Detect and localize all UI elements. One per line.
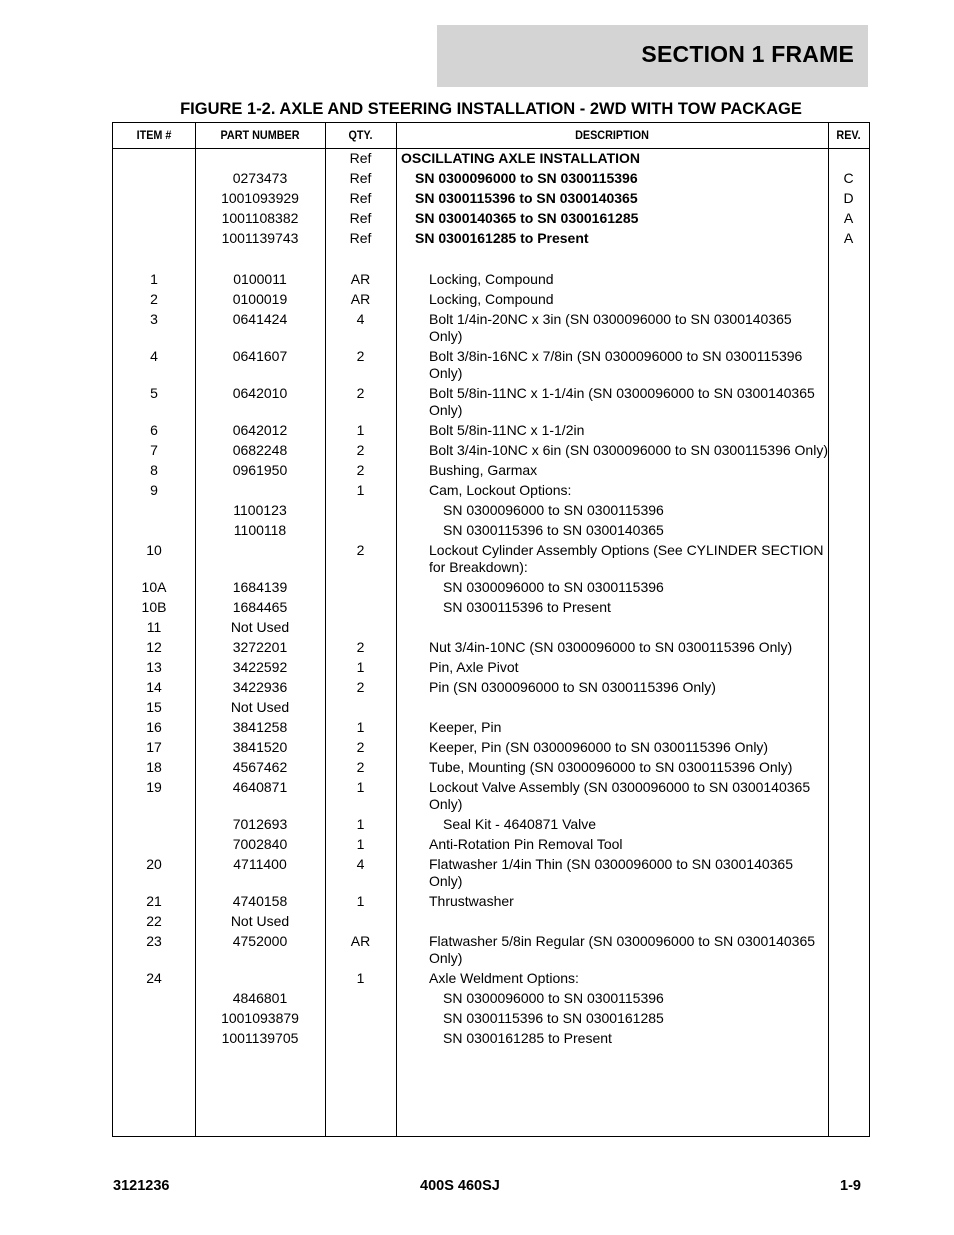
description-cell: Axle Weldment Options:: [429, 970, 579, 986]
description-cell: SN 0300115396 to SN 0300140365: [443, 522, 664, 538]
item-number-cell: [113, 990, 195, 1007]
description-cell: Tube, Mounting (SN 0300096000 to SN 0300115396 Only): [429, 759, 793, 775]
description-cell: Flatwasher 1/4in Thin (SN 0300096000 to SN 0300140365 Only): [429, 856, 793, 889]
revision-cell: [828, 291, 869, 308]
part-number-cell: 4711400: [233, 856, 287, 872]
part-number-cell: 3422936: [232, 679, 288, 695]
item-number-cell: 20: [146, 856, 162, 872]
part-number-cell: 1100123: [233, 502, 287, 518]
part-number-cell: 4567462: [232, 759, 288, 775]
quantity-cell: 4: [356, 856, 365, 872]
quantity-cell: [325, 502, 396, 519]
item-number-cell: 23: [146, 933, 162, 949]
quantity-cell: 1: [356, 659, 365, 675]
table-row: [113, 291, 869, 308]
description-cell: Bushing, Garmax: [429, 462, 538, 478]
description-cell: Lockout Valve Assembly (SN 0300096000 to SN 0300140365 Only): [429, 779, 811, 812]
quantity-cell: [325, 619, 396, 636]
item-number-cell: 10: [146, 542, 162, 558]
table-row: [113, 210, 869, 227]
revision-cell: [828, 719, 869, 736]
quantity-cell: 1: [356, 482, 365, 498]
part-number-cell: 0273473: [232, 170, 288, 186]
description-cell: SN 0300096000 to SN 0300115396: [443, 579, 664, 595]
revision-cell: [828, 659, 869, 676]
quantity-cell: AR: [350, 933, 371, 949]
revision-cell: [828, 522, 869, 539]
table-row: [113, 1030, 869, 1047]
item-number-cell: [113, 1010, 195, 1027]
description-cell: SN 0300096000 to SN 0300115396: [415, 170, 638, 186]
footer-model: 400S 460SJ: [420, 1178, 500, 1194]
description-cell: Seal Kit - 4640871 Valve: [443, 816, 597, 832]
quantity-cell: 1: [356, 836, 365, 852]
item-number-cell: 6: [150, 422, 158, 438]
table-row: [113, 170, 869, 187]
revision-cell: A: [843, 230, 854, 246]
item-number-cell: 22: [146, 913, 162, 929]
quantity-cell: Ref: [349, 230, 372, 246]
part-number-cell: 1001108382: [221, 210, 299, 226]
table-row: [113, 348, 869, 382]
item-number-cell: 1: [150, 271, 158, 287]
part-number-cell: 1684139: [232, 579, 288, 595]
quantity-cell: Ref: [349, 210, 372, 226]
quantity-cell: 2: [356, 639, 365, 655]
description-cell: Bolt 1/4in-20NC x 3in (SN 0300096000 to SN 0300140365 Only): [429, 311, 792, 344]
description-cell: Anti-Rotation Pin Removal Tool: [429, 836, 623, 852]
description-cell: OSCILLATING AXLE INSTALLATION: [401, 150, 641, 166]
part-number-cell: 0100019: [232, 291, 288, 307]
item-number-cell: 12: [146, 639, 162, 655]
part-number-cell: 0641607: [232, 348, 288, 364]
part-number-cell: 0642012: [232, 422, 288, 438]
revision-cell: [828, 836, 869, 853]
revision-cell: [828, 422, 869, 439]
description-cell: Cam, Lockout Options:: [429, 482, 572, 498]
part-number-cell: Not Used: [230, 619, 290, 635]
revision-cell: [828, 679, 869, 696]
description-cell: Lockout Cylinder Assembly Options (See CYLINDER SECTION for Breakdown):: [429, 542, 824, 575]
quantity-cell: 1: [356, 719, 365, 735]
part-number-cell: 1001093879: [221, 1010, 299, 1026]
revision-cell: [828, 933, 869, 967]
quantity-cell: [325, 1010, 396, 1027]
table-row: [113, 659, 869, 676]
item-number-cell: [113, 170, 195, 187]
table-row: [113, 970, 869, 987]
header-part-number: PART NUMBER: [220, 128, 300, 142]
quantity-cell: 1: [356, 893, 365, 909]
part-number-cell: 1001139743: [221, 230, 299, 246]
part-number-cell: 0682248: [232, 442, 288, 458]
part-number-cell: 7012693: [232, 816, 288, 832]
revision-cell: [828, 348, 869, 382]
revision-cell: [828, 579, 869, 596]
quantity-cell: [325, 1030, 396, 1047]
quantity-cell: 2: [356, 759, 365, 775]
quantity-cell: 2: [356, 348, 365, 364]
part-number-cell: 4640871: [232, 779, 288, 795]
quantity-cell: Ref: [349, 190, 372, 206]
revision-cell: [828, 816, 869, 833]
revision-cell: [828, 502, 869, 519]
item-number-cell: [113, 210, 195, 227]
section-title: SECTION 1 FRAME: [641, 41, 854, 67]
table-row: [113, 311, 869, 345]
part-number-cell: 4752000: [232, 933, 288, 949]
description-cell: SN 0300161285 to Present: [415, 230, 589, 246]
item-number-cell: 10B: [141, 599, 167, 615]
item-number-cell: 8: [150, 462, 158, 478]
revision-cell: C: [843, 170, 854, 186]
item-number-cell: [113, 502, 195, 519]
header-divider: [113, 148, 869, 149]
quantity-cell: 1: [356, 970, 365, 986]
description-cell: Bolt 3/8in-16NC x 7/8in (SN 0300096000 to SN 0300115396 Only): [429, 348, 803, 381]
part-number-cell: 3841520: [232, 739, 288, 755]
quantity-cell: 2: [356, 442, 365, 458]
part-number-cell: [195, 970, 325, 987]
description-cell: [396, 699, 828, 716]
quantity-cell: AR: [350, 291, 371, 307]
quantity-cell: [325, 699, 396, 716]
revision-cell: [828, 913, 869, 930]
quantity-cell: [325, 599, 396, 616]
footer-doc-number: 3121236: [113, 1178, 170, 1194]
table-row: [113, 856, 869, 890]
item-number-cell: [113, 230, 195, 247]
revision-cell: [828, 990, 869, 1007]
revision-cell: [828, 462, 869, 479]
part-number-cell: Not Used: [230, 913, 290, 929]
table-row: [113, 542, 869, 576]
table-row: [113, 816, 869, 833]
description-cell: Keeper, Pin: [429, 719, 502, 735]
footer-page-number: 1-9: [840, 1178, 861, 1194]
table-row: [113, 462, 869, 479]
quantity-cell: 2: [356, 542, 365, 558]
table-row: [113, 522, 869, 539]
table-row: [113, 639, 869, 656]
revision-cell: [828, 739, 869, 756]
table-row: [113, 385, 869, 419]
revision-cell: [828, 482, 869, 499]
revision-cell: [828, 542, 869, 576]
quantity-cell: 1: [356, 779, 365, 795]
item-number-cell: [113, 150, 195, 167]
table-row: [113, 933, 869, 967]
item-number-cell: [113, 1030, 195, 1047]
quantity-cell: [325, 990, 396, 1007]
description-cell: SN 0300096000 to SN 0300115396: [443, 502, 664, 518]
description-cell: Pin (SN 0300096000 to SN 0300115396 Only): [429, 679, 716, 695]
description-cell: SN 0300115396 to SN 0300140365: [415, 190, 638, 206]
item-number-cell: 7: [150, 442, 158, 458]
table-row: [113, 442, 869, 459]
part-number-cell: 3841258: [232, 719, 288, 735]
header-description: DESCRIPTION: [575, 128, 649, 142]
table-row: [113, 893, 869, 910]
quantity-cell: 1: [356, 816, 365, 832]
part-number-cell: 1001139705: [221, 1030, 299, 1046]
table-row: [113, 679, 869, 696]
revision-cell: [828, 893, 869, 910]
quantity-cell: 2: [356, 739, 365, 755]
revision-cell: D: [843, 190, 854, 206]
description-cell: [396, 913, 828, 930]
description-cell: [396, 619, 828, 636]
table-row: [113, 836, 869, 853]
parts-table: [112, 122, 870, 1137]
description-cell: Keeper, Pin (SN 0300096000 to SN 0300115396 Only): [429, 739, 769, 755]
revision-cell: [828, 311, 869, 345]
part-number-cell: 0642010: [232, 385, 288, 401]
item-number-cell: [113, 816, 195, 833]
revision-cell: [828, 1010, 869, 1027]
quantity-cell: 2: [356, 462, 365, 478]
table-row: [113, 619, 869, 636]
header-qty: QTY.: [348, 128, 373, 142]
item-number-cell: 19: [146, 779, 162, 795]
item-number-cell: 18: [146, 759, 162, 775]
figure-title: FIGURE 1-2. AXLE AND STEERING INSTALLATION - 2WD WITH TOW PACKAGE: [180, 100, 802, 118]
revision-cell: [828, 150, 869, 167]
revision-cell: [828, 271, 869, 288]
part-number-cell: 4740158: [232, 893, 288, 909]
quantity-cell: 4: [356, 311, 365, 327]
quantity-cell: Ref: [349, 150, 372, 166]
table-row: [113, 1010, 869, 1027]
part-number-cell: [195, 482, 325, 499]
revision-cell: [828, 599, 869, 616]
item-number-cell: [113, 190, 195, 207]
part-number-cell: 1001093929: [221, 190, 299, 206]
part-number-cell: 3272201: [232, 639, 288, 655]
revision-cell: [828, 759, 869, 776]
description-cell: SN 0300115396 to Present: [443, 599, 611, 615]
part-number-cell: 4846801: [232, 990, 288, 1006]
description-cell: Bolt 3/4in-10NC x 6in (SN 0300096000 to SN 0300115396 Only): [429, 442, 828, 458]
revision-cell: [828, 619, 869, 636]
revision-cell: [828, 639, 869, 656]
description-cell: Locking, Compound: [429, 291, 554, 307]
quantity-cell: 1: [356, 422, 365, 438]
description-cell: SN 0300115396 to SN 0300161285: [443, 1010, 664, 1026]
description-cell: SN 0300161285 to Present: [443, 1030, 612, 1046]
part-number-cell: [195, 150, 325, 167]
part-number-cell: 0961950: [232, 462, 288, 478]
section-banner: [437, 25, 868, 87]
description-cell: SN 0300096000 to SN 0300115396: [443, 990, 664, 1006]
table-row: [113, 422, 869, 439]
item-number-cell: [113, 522, 195, 539]
table-row: [113, 779, 869, 813]
table-row: [113, 150, 869, 167]
description-cell: Thrustwasher: [429, 893, 514, 909]
item-number-cell: 11: [146, 619, 162, 635]
revision-cell: [828, 779, 869, 813]
item-number-cell: 17: [146, 739, 162, 755]
quantity-cell: AR: [350, 271, 371, 287]
quantity-cell: Ref: [349, 170, 372, 186]
item-number-cell: 10A: [141, 579, 167, 595]
part-number-cell: 3422592: [232, 659, 288, 675]
item-number-cell: 4: [150, 348, 158, 364]
quantity-cell: [325, 913, 396, 930]
item-number-cell: 16: [146, 719, 162, 735]
part-number-cell: Not Used: [230, 699, 290, 715]
revision-cell: [828, 1030, 869, 1047]
table-row: [113, 271, 869, 288]
item-number-cell: 5: [150, 385, 158, 401]
part-number-cell: 0641424: [232, 311, 288, 327]
part-number-cell: 7002840: [232, 836, 288, 852]
item-number-cell: 3: [150, 311, 158, 327]
revision-cell: [828, 699, 869, 716]
description-cell: SN 0300140365 to SN 0300161285: [415, 210, 639, 226]
revision-cell: [828, 442, 869, 459]
item-number-cell: 9: [150, 482, 158, 498]
item-number-cell: 13: [146, 659, 162, 675]
item-number-cell: 2: [150, 291, 158, 307]
description-cell: Flatwasher 5/8in Regular (SN 0300096000 to SN 0300140365 Only): [429, 933, 816, 966]
table-row: [113, 579, 869, 596]
revision-cell: [828, 970, 869, 987]
table-row: [113, 913, 869, 930]
revision-cell: [828, 385, 869, 419]
table-row: [113, 482, 869, 499]
header-rev: REV.: [836, 128, 861, 142]
header-item: ITEM #: [136, 128, 172, 142]
table-row: [113, 759, 869, 776]
table-body: [113, 150, 869, 1047]
table-row: [113, 719, 869, 736]
quantity-cell: [325, 522, 396, 539]
description-cell: Pin, Axle Pivot: [429, 659, 519, 675]
item-number-cell: [113, 836, 195, 853]
table-row: [113, 230, 869, 247]
part-number-cell: 1684465: [232, 599, 288, 615]
description-cell: Bolt 5/8in-11NC x 1-1/2in: [429, 422, 585, 438]
revision-cell: [828, 856, 869, 890]
table-row: [113, 502, 869, 519]
table-row: [113, 599, 869, 616]
table-row: [113, 699, 869, 716]
item-number-cell: 14: [146, 679, 162, 695]
item-number-cell: 21: [146, 893, 162, 909]
table-row: [113, 990, 869, 1007]
part-number-cell: 0100011: [233, 271, 287, 287]
part-number-cell: 1100118: [233, 522, 287, 538]
revision-cell: A: [843, 210, 854, 226]
description-cell: Locking, Compound: [429, 271, 554, 287]
quantity-cell: [325, 579, 396, 596]
item-number-cell: 15: [146, 699, 162, 715]
quantity-cell: 2: [356, 385, 365, 401]
table-row: [113, 190, 869, 207]
item-number-cell: 24: [146, 970, 162, 986]
part-number-cell: [195, 542, 325, 576]
quantity-cell: 2: [356, 679, 365, 695]
description-cell: Bolt 5/8in-11NC x 1-1/4in (SN 0300096000 to SN 0300140365 Only): [429, 385, 815, 418]
table-row: [113, 739, 869, 756]
description-cell: Nut 3/4in-10NC (SN 0300096000 to SN 0300115396 Only): [429, 639, 793, 655]
